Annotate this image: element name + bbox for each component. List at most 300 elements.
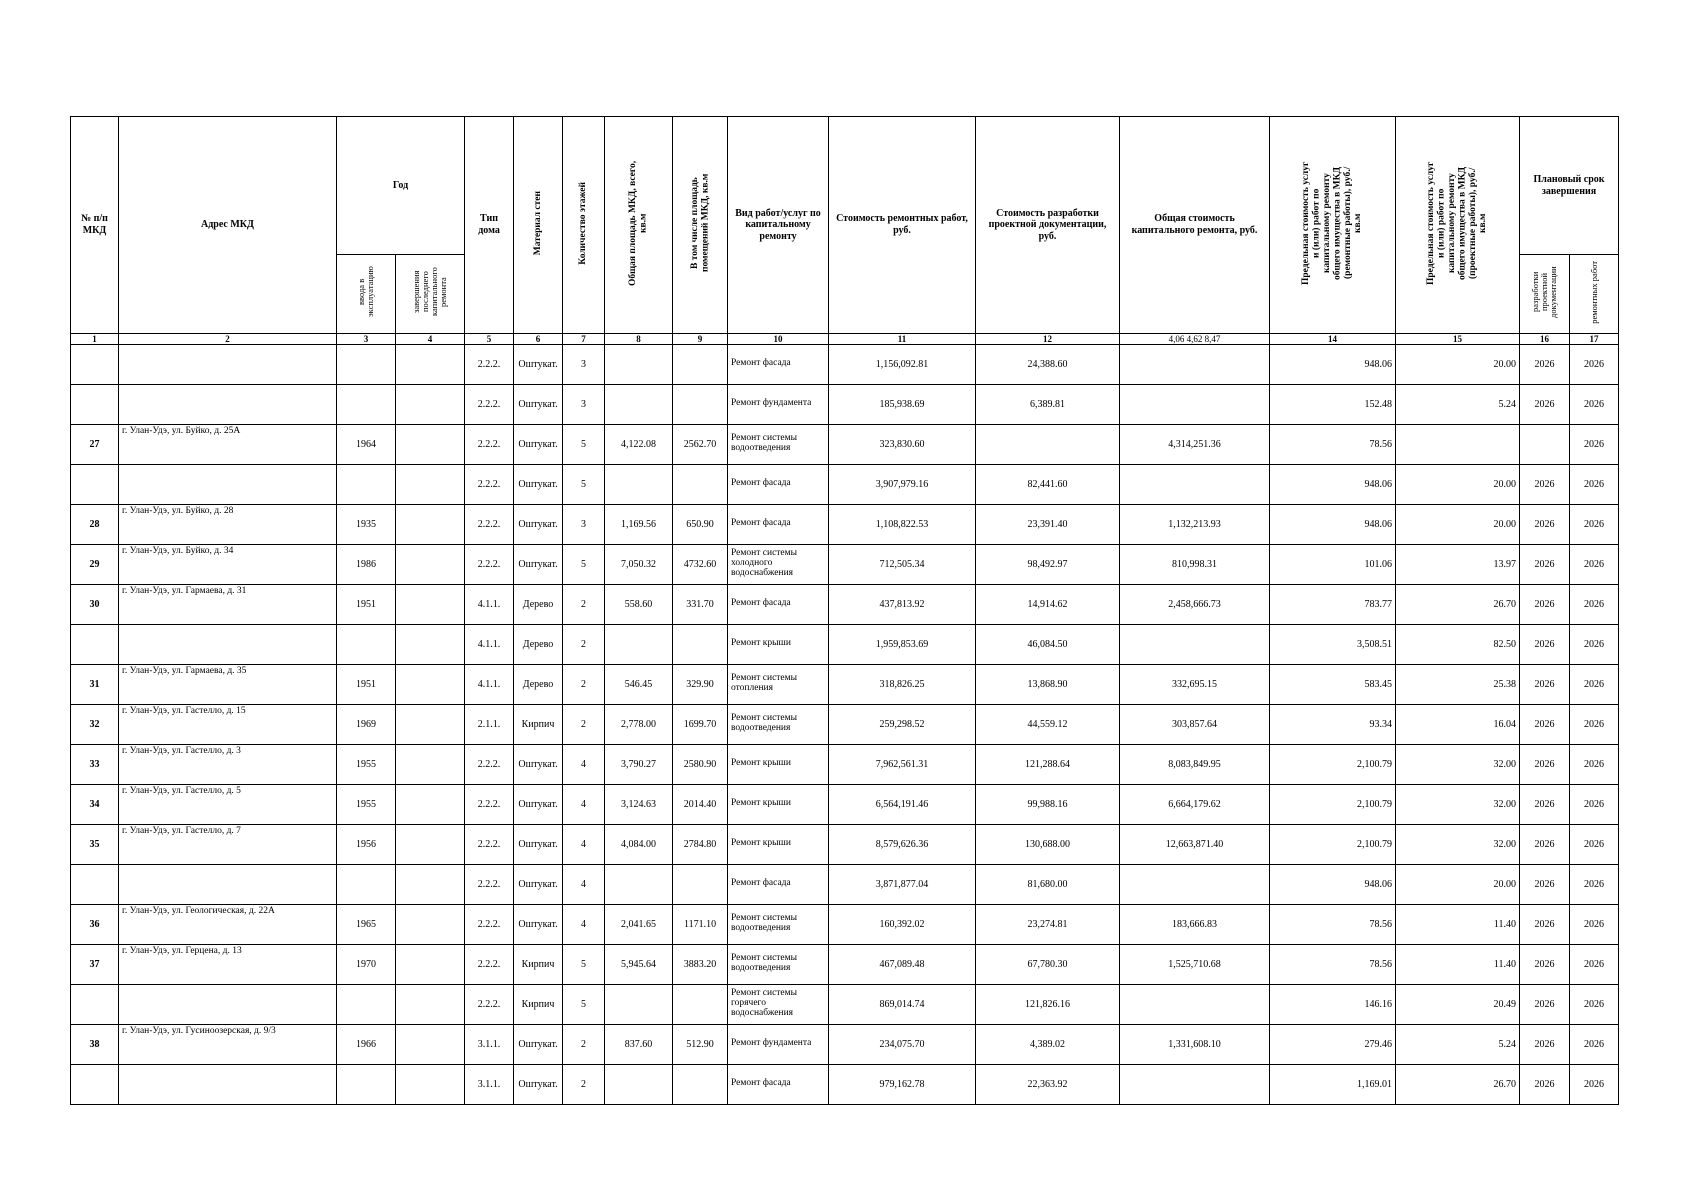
cell-row-number [71,384,119,424]
cell-year-commission [337,624,396,664]
cell-design-cost: 22,363.92 [976,1064,1120,1104]
cell-premises-area [673,624,728,664]
cell-year-commission: 1964 [337,424,396,464]
cell-total-area: 3,790.27 [605,744,673,784]
cell-premises-area: 1699.70 [673,704,728,744]
cell-year-commission: 1970 [337,944,396,984]
table-row [71,824,1619,864]
cell-row-number: 31 [71,664,119,704]
cell-work-type: Ремонт крыши [728,784,829,824]
cell-year-commission: 1935 [337,504,396,544]
table-row [71,1024,1619,1064]
cell-year-commission: 1956 [337,824,396,864]
cell-limit-cost-repair: 948.06 [1270,864,1396,904]
cell-year-last-repair [396,1024,465,1064]
cell-limit-cost-design: 11.40 [1396,944,1520,984]
cell-deadline-repair: 2026 [1570,784,1619,824]
cell-repair-cost: 1,156,092.81 [829,344,976,384]
cell-design-cost: 4,389.02 [976,1024,1120,1064]
header-deadline-repair: ремонтных работ [1570,255,1619,334]
cell-floors: 3 [563,344,605,384]
column-number-12: 12 [976,333,1120,344]
cell-wall-material: Дерево [514,584,563,624]
column-number-6: 6 [514,333,563,344]
cell-year-last-repair [396,944,465,984]
header-planned-deadline: Плановый срок завершения [1520,117,1619,255]
cell-deadline-design: 2026 [1520,1024,1570,1064]
cell-deadline-repair: 2026 [1570,984,1619,1024]
cell-floors: 4 [563,864,605,904]
cell-deadline-design: 2026 [1520,904,1570,944]
column-number-2: 2 [119,333,337,344]
cell-work-type: Ремонт крыши [728,744,829,784]
cell-premises-area: 329.90 [673,664,728,704]
cell-work-type: Ремонт фасада [728,344,829,384]
cell-limit-cost-repair: 948.06 [1270,504,1396,544]
cell-total-area: 5,945.64 [605,944,673,984]
cell-deadline-design: 2026 [1520,664,1570,704]
cell-year-commission [337,344,396,384]
header-deadline-design: разработки проектной документации [1520,255,1570,334]
cell-total-cost: 303,857.64 [1120,704,1270,744]
cell-work-type: Ремонт системы водоотведения [728,424,829,464]
cell-limit-cost-repair: 948.06 [1270,464,1396,504]
cell-work-type: Ремонт фасада [728,1064,829,1104]
cell-limit-cost-design: 32.00 [1396,824,1520,864]
table-row [71,664,1619,704]
cell-deadline-repair: 2026 [1570,944,1619,984]
cell-repair-cost: 234,075.70 [829,1024,976,1064]
cell-total-cost [1120,464,1270,504]
cell-year-commission [337,384,396,424]
cell-limit-cost-design [1396,424,1520,464]
cell-repair-cost: 259,298.52 [829,704,976,744]
column-number-10: 10 [728,333,829,344]
cell-address [119,864,337,904]
cell-total-area: 837.60 [605,1024,673,1064]
cell-year-last-repair [396,504,465,544]
table-row [71,944,1619,984]
cell-deadline-design: 2026 [1520,824,1570,864]
column-number-3: 3 [337,333,396,344]
cell-premises-area: 3883.20 [673,944,728,984]
cell-deadline-repair: 2026 [1570,744,1619,784]
table-row [71,384,1619,424]
cell-limit-cost-repair: 2,100.79 [1270,744,1396,784]
cell-work-type: Ремонт системы водоотведения [728,944,829,984]
cell-total-cost [1120,624,1270,664]
cell-floors: 2 [563,1024,605,1064]
cell-year-last-repair [396,464,465,504]
cell-wall-material: Оштукат. [514,384,563,424]
cell-total-area: 3,124.63 [605,784,673,824]
table-row [71,744,1619,784]
cell-design-cost: 130,688.00 [976,824,1120,864]
cell-floors: 4 [563,784,605,824]
cell-design-cost: 44,559.12 [976,704,1120,744]
column-number-5: 5 [465,333,514,344]
column-number-15: 15 [1396,333,1520,344]
cell-total-area [605,984,673,1024]
cell-premises-area: 650.90 [673,504,728,544]
cell-premises-area [673,464,728,504]
cell-address: г. Улан-Удэ, ул. Буйко, д. 34 [119,544,337,584]
cell-wall-material: Оштукат. [514,824,563,864]
header-house-type: Тип дома [465,117,514,334]
cell-floors: 2 [563,624,605,664]
cell-deadline-repair: 2026 [1570,584,1619,624]
header-limit-cost-design: Предельная стоимость услуг и (или) работ по капитальному ремонту общего имущества в МКД (проектные работы), руб./кв.м [1396,117,1520,334]
cell-deadline-repair: 2026 [1570,424,1619,464]
cell-house-type: 2.2.2. [465,504,514,544]
cell-work-type: Ремонт системы горячего водоснабжения [728,984,829,1024]
cell-year-commission [337,984,396,1024]
cell-total-cost: 2,458,666.73 [1120,584,1270,624]
cell-repair-cost: 8,579,626.36 [829,824,976,864]
cell-deadline-repair: 2026 [1570,824,1619,864]
cell-floors: 5 [563,424,605,464]
table-row [71,1064,1619,1104]
cell-deadline-design [1520,424,1570,464]
cell-total-cost: 1,525,710.68 [1120,944,1270,984]
header-limit-cost-repair: Предельная стоимость услуг и (или) работ по капитальному ремонту общего имущества в МКД (ремонтные работы), руб./кв.м [1270,117,1396,334]
cell-repair-cost: 979,162.78 [829,1064,976,1104]
table-row [71,424,1619,464]
cell-address: г. Улан-Удэ, ул. Гастелло, д. 7 [119,824,337,864]
cell-total-cost [1120,384,1270,424]
cell-limit-cost-design: 20.00 [1396,344,1520,384]
cell-limit-cost-repair: 3,508.51 [1270,624,1396,664]
cell-address: г. Улан-Удэ, ул. Гастелло, д. 5 [119,784,337,824]
cell-design-cost: 99,988.16 [976,784,1120,824]
cell-house-type: 2.2.2. [465,424,514,464]
cell-total-area: 2,041.65 [605,904,673,944]
cell-design-cost: 98,492.97 [976,544,1120,584]
column-number-17: 17 [1570,333,1619,344]
cell-design-cost [976,424,1120,464]
cell-floors: 2 [563,1064,605,1104]
cell-row-number: 29 [71,544,119,584]
cell-repair-cost: 869,014.74 [829,984,976,1024]
cell-row-number [71,1064,119,1104]
cell-floors: 4 [563,744,605,784]
cell-total-area: 546.45 [605,664,673,704]
cell-total-cost: 6,664,179.62 [1120,784,1270,824]
cell-wall-material: Дерево [514,624,563,664]
cell-house-type: 2.2.2. [465,544,514,584]
cell-deadline-design: 2026 [1520,584,1570,624]
cell-year-last-repair [396,1064,465,1104]
cell-limit-cost-repair: 78.56 [1270,904,1396,944]
cell-limit-cost-design: 82.50 [1396,624,1520,664]
cell-premises-area [673,1064,728,1104]
cell-floors: 3 [563,384,605,424]
table-row [71,544,1619,584]
cell-total-area [605,464,673,504]
cell-row-number: 27 [71,424,119,464]
cell-repair-cost: 437,813.92 [829,584,976,624]
cell-year-last-repair [396,584,465,624]
cell-premises-area: 331.70 [673,584,728,624]
cell-deadline-design: 2026 [1520,944,1570,984]
cell-year-last-repair [396,624,465,664]
cell-total-cost: 183,666.83 [1120,904,1270,944]
cell-design-cost: 82,441.60 [976,464,1120,504]
cell-work-type: Ремонт фасада [728,864,829,904]
cell-premises-area: 1171.10 [673,904,728,944]
cell-limit-cost-design: 32.00 [1396,744,1520,784]
cell-work-type: Ремонт фасада [728,464,829,504]
cell-row-number: 36 [71,904,119,944]
cell-deadline-repair: 2026 [1570,344,1619,384]
table-row [71,784,1619,824]
cell-wall-material: Оштукат. [514,424,563,464]
cell-row-number: 28 [71,504,119,544]
cell-limit-cost-design: 20.00 [1396,504,1520,544]
cell-floors: 5 [563,944,605,984]
cell-repair-cost: 1,108,822.53 [829,504,976,544]
cell-premises-area [673,864,728,904]
cell-total-area: 2,778.00 [605,704,673,744]
cell-deadline-design: 2026 [1520,504,1570,544]
cell-deadline-repair: 2026 [1570,464,1619,504]
cell-row-number [71,984,119,1024]
cell-row-number [71,864,119,904]
header-wall-material: Материал стен [514,117,563,334]
cell-work-type: Ремонт фундамента [728,1024,829,1064]
cell-year-last-repair [396,864,465,904]
cell-design-cost: 6,389.81 [976,384,1120,424]
cell-year-commission [337,464,396,504]
cell-year-commission: 1951 [337,664,396,704]
cell-house-type: 3.1.1. [465,1024,514,1064]
cell-deadline-repair: 2026 [1570,1064,1619,1104]
cell-year-last-repair [396,784,465,824]
cell-wall-material: Дерево [514,664,563,704]
cell-deadline-repair: 2026 [1570,544,1619,584]
cell-design-cost: 121,826.16 [976,984,1120,1024]
cell-total-cost: 1,132,213.93 [1120,504,1270,544]
cell-house-type: 2.1.1. [465,704,514,744]
cell-premises-area [673,984,728,1024]
cell-total-area: 7,050.32 [605,544,673,584]
cell-limit-cost-repair: 1,169.01 [1270,1064,1396,1104]
header-work-type: Вид работ/услуг по капитальному ремонту [728,117,829,334]
cell-limit-cost-repair: 93.34 [1270,704,1396,744]
table-row [71,984,1619,1024]
cell-house-type: 2.2.2. [465,944,514,984]
cell-address: г. Улан-Удэ, ул. Гусиноозерская, д. 9/3 [119,1024,337,1064]
cell-house-type: 2.2.2. [465,784,514,824]
cell-limit-cost-design: 32.00 [1396,784,1520,824]
column-number-13: 4,06 4,62 8,47 [1120,333,1270,344]
cell-deadline-repair: 2026 [1570,704,1619,744]
cell-limit-cost-design: 25.38 [1396,664,1520,704]
cell-deadline-design: 2026 [1520,624,1570,664]
cell-floors: 5 [563,464,605,504]
header-year-last-repair: завершения последнего капитального ремонта [396,255,465,334]
cell-design-cost: 81,680.00 [976,864,1120,904]
cell-limit-cost-design: 11.40 [1396,904,1520,944]
cell-house-type: 4.1.1. [465,664,514,704]
cell-total-area [605,344,673,384]
cell-repair-cost: 3,907,979.16 [829,464,976,504]
table-row [71,464,1619,504]
cell-year-commission: 1969 [337,704,396,744]
cell-year-last-repair [396,904,465,944]
cell-work-type: Ремонт системы отопления [728,664,829,704]
cell-limit-cost-design: 20.49 [1396,984,1520,1024]
cell-address [119,624,337,664]
cell-year-commission: 1966 [337,1024,396,1064]
cell-total-cost: 1,331,608.10 [1120,1024,1270,1064]
cell-house-type: 2.2.2. [465,464,514,504]
cell-repair-cost: 185,938.69 [829,384,976,424]
column-number-11: 11 [829,333,976,344]
cell-total-cost [1120,1064,1270,1104]
cell-limit-cost-design: 20.00 [1396,464,1520,504]
cell-limit-cost-design: 26.70 [1396,1064,1520,1104]
table-row [71,904,1619,944]
cell-limit-cost-repair: 948.06 [1270,344,1396,384]
cell-year-commission [337,864,396,904]
cell-design-cost: 67,780.30 [976,944,1120,984]
cell-repair-cost: 1,959,853.69 [829,624,976,664]
cell-total-cost: 332,695.15 [1120,664,1270,704]
cell-limit-cost-repair: 783.77 [1270,584,1396,624]
cell-address: г. Улан-Удэ, ул. Гармаева, д. 31 [119,584,337,624]
cell-limit-cost-repair: 146.16 [1270,984,1396,1024]
cell-limit-cost-repair: 78.56 [1270,944,1396,984]
cell-limit-cost-repair: 2,100.79 [1270,824,1396,864]
cell-floors: 4 [563,904,605,944]
cell-row-number: 34 [71,784,119,824]
cell-wall-material: Оштукат. [514,1064,563,1104]
cell-design-cost: 121,288.64 [976,744,1120,784]
cell-address: г. Улан-Удэ, ул. Гастелло, д. 3 [119,744,337,784]
cell-total-area: 4,122.08 [605,424,673,464]
cell-limit-cost-design: 5.24 [1396,1024,1520,1064]
cell-design-cost: 46,084.50 [976,624,1120,664]
cell-deadline-design: 2026 [1520,864,1570,904]
cell-year-last-repair [396,424,465,464]
cell-total-area [605,864,673,904]
cell-address: г. Улан-Удэ, ул. Геологическая, д. 22А [119,904,337,944]
cell-repair-cost: 3,871,877.04 [829,864,976,904]
cell-total-cost: 4,314,251.36 [1120,424,1270,464]
cell-limit-cost-design: 20.00 [1396,864,1520,904]
cell-house-type: 2.2.2. [465,384,514,424]
cell-address: г. Улан-Удэ, ул. Герцена, д. 13 [119,944,337,984]
column-number-4: 4 [396,333,465,344]
cell-total-area: 1,169.56 [605,504,673,544]
cell-year-commission: 1951 [337,584,396,624]
cell-deadline-design: 2026 [1520,464,1570,504]
cell-wall-material: Оштукат. [514,344,563,384]
cell-address: г. Улан-Удэ, ул. Гармаева, д. 35 [119,664,337,704]
cell-address: г. Улан-Удэ, ул. Буйко, д. 28 [119,504,337,544]
cell-premises-area: 2562.70 [673,424,728,464]
cell-address [119,384,337,424]
header-floors: Количество этажей [563,117,605,334]
cell-limit-cost-repair: 152.48 [1270,384,1396,424]
cell-year-last-repair [396,744,465,784]
cell-total-area [605,624,673,664]
cell-work-type: Ремонт системы холодного водоснабжения [728,544,829,584]
cell-wall-material: Оштукат. [514,904,563,944]
cell-house-type: 2.2.2. [465,824,514,864]
cell-design-cost: 23,391.40 [976,504,1120,544]
cell-address [119,344,337,384]
cell-design-cost: 13,868.90 [976,664,1120,704]
cell-repair-cost: 6,564,191.46 [829,784,976,824]
cell-row-number [71,344,119,384]
cell-total-cost [1120,984,1270,1024]
cell-row-number: 33 [71,744,119,784]
cell-deadline-design: 2026 [1520,544,1570,584]
cell-wall-material: Оштукат. [514,784,563,824]
cell-repair-cost: 318,826.25 [829,664,976,704]
cell-house-type: 3.1.1. [465,1064,514,1104]
cell-floors: 5 [563,984,605,1024]
cell-limit-cost-repair: 101.06 [1270,544,1396,584]
cell-house-type: 2.2.2. [465,744,514,784]
cell-year-commission: 1955 [337,744,396,784]
header-year-commission: ввода в эксплуатацию [337,255,396,334]
cell-work-type: Ремонт системы водоотведения [728,704,829,744]
table-row [71,504,1619,544]
cell-row-number [71,464,119,504]
cell-row-number: 30 [71,584,119,624]
column-number-1: 1 [71,333,119,344]
table-row [71,864,1619,904]
cell-deadline-design: 2026 [1520,384,1570,424]
cell-deadline-repair: 2026 [1570,624,1619,664]
cell-total-cost: 810,998.31 [1120,544,1270,584]
cell-floors: 5 [563,544,605,584]
cell-address: г. Улан-Удэ, ул. Буйко, д. 25А [119,424,337,464]
column-number-7: 7 [563,333,605,344]
cell-row-number: 32 [71,704,119,744]
cell-wall-material: Кирпич [514,984,563,1024]
column-number-16: 16 [1520,333,1570,344]
cell-address [119,984,337,1024]
column-number-8: 8 [605,333,673,344]
cell-work-type: Ремонт системы водоотведения [728,904,829,944]
cell-deadline-design: 2026 [1520,744,1570,784]
cell-limit-cost-repair: 583.45 [1270,664,1396,704]
cell-year-last-repair [396,704,465,744]
cell-house-type: 2.2.2. [465,904,514,944]
cell-row-number: 37 [71,944,119,984]
table-row [71,584,1619,624]
cell-limit-cost-repair: 279.46 [1270,1024,1396,1064]
cell-house-type: 4.1.1. [465,584,514,624]
cell-wall-material: Кирпич [514,704,563,744]
cell-wall-material: Оштукат. [514,744,563,784]
column-numbers-row [71,333,1619,344]
cell-premises-area [673,384,728,424]
cell-limit-cost-design: 16.04 [1396,704,1520,744]
cell-year-last-repair [396,824,465,864]
cell-floors: 3 [563,504,605,544]
cell-work-type: Ремонт крыши [728,624,829,664]
cell-total-area [605,384,673,424]
cell-house-type: 2.2.2. [465,984,514,1024]
cell-floors: 2 [563,704,605,744]
cell-premises-area: 4732.60 [673,544,728,584]
cell-row-number [71,624,119,664]
